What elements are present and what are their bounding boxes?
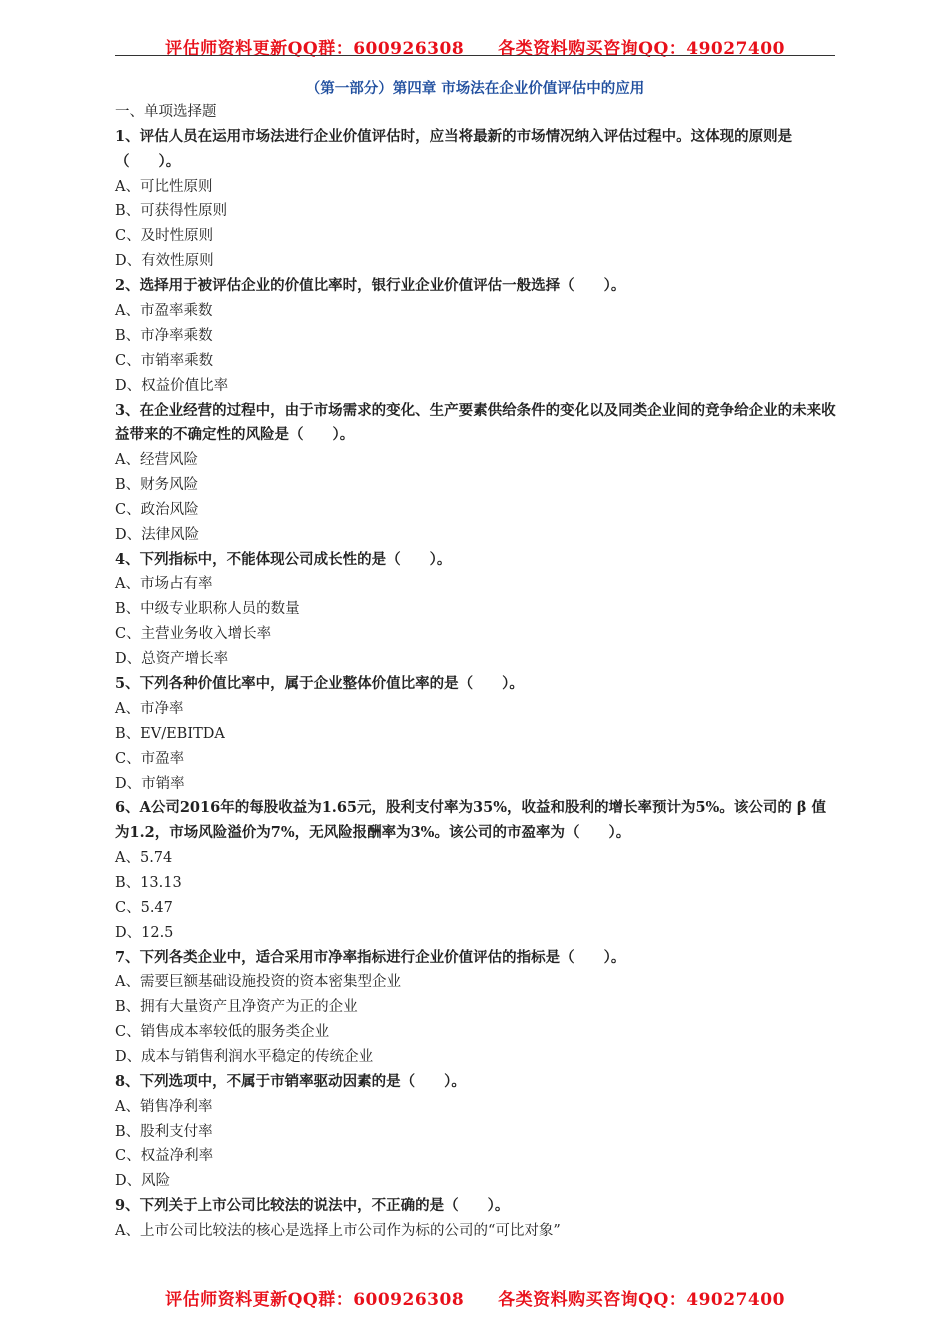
question-8: 8、下列选项中，不属于市销率驱动因素的是（ ）。: [115, 1072, 466, 1090]
option-a: A、销售净利率: [115, 1098, 213, 1115]
option-c: C、主营业务收入增长率: [115, 626, 272, 643]
option-c: C、及时性原则: [115, 228, 214, 245]
option-b: B、拥有大量资产且净资产为正的企业: [115, 999, 358, 1016]
question-list: [115, 100, 840, 1244]
page-footer: [0, 1285, 950, 1310]
option-b: B、股利支付率: [115, 1123, 213, 1140]
question-6: 6、A公司2016年的每股收益为1.65元，股利支付率为35%，收益和股利的增长率预计为5%。该公司的 β 值为1.2，市场风险溢价为7%，无风险报酬率为3%。该公司的市盈率为（ ）。: [115, 799, 827, 842]
option-b: B、中级专业职称人员的数量: [115, 601, 300, 618]
option-b: B、市净率乘数: [115, 327, 213, 344]
option-c: C、市销率乘数: [115, 352, 214, 369]
option-a: A、可比性原则: [115, 178, 213, 195]
option-a: A、5.74: [115, 849, 173, 866]
option-a: A、经营风险: [115, 452, 198, 469]
question-3: 3、在企业经营的过程中，由于市场需求的变化、生产要素供给条件的变化以及同类企业间的竞争给企业的未来收益带来的不确定性的风险是（ ）。: [115, 401, 836, 444]
option-a: A、需要巨额基础设施投资的资本密集型企业: [115, 974, 401, 991]
question-5: 5、下列各种价值比率中，属于企业整体价值比率的是（ ）。: [115, 675, 524, 693]
option-b: B、财务风险: [115, 477, 199, 493]
option-a: A、市盈率乘数: [115, 302, 213, 319]
option-b: B、13.13: [115, 874, 182, 891]
option-d: D、市销率: [115, 775, 185, 792]
question-4: 4、下列指标中，不能体现公司成长性的是（ ）。: [115, 550, 452, 568]
footer-qq-contact: 各类资料购买咨询QQ：49027400: [498, 1290, 785, 1310]
option-d: D、权益价值比率: [115, 377, 229, 394]
option-d: D、法律风险: [115, 526, 200, 543]
question-7: 7、下列各类企业中，适合采用市净率指标进行企业价值评估的指标是（ ）。: [115, 948, 626, 966]
option-d: D、总资产增长率: [115, 651, 229, 668]
option-d: D、12.5: [115, 924, 174, 941]
question-9: 9、下列关于上市公司比较法的说法中，不正确的是（ ）。: [115, 1197, 510, 1215]
option-b: B、可获得性原则: [115, 203, 228, 220]
option-c: C、5.47: [115, 899, 173, 916]
option-a: A、市场占有率: [115, 576, 213, 593]
chapter-title: （第一部分）第四章 市场法在企业价值评估中的应用: [305, 80, 645, 97]
header-qq-contact: 各类资料购买咨询QQ：49027400: [498, 39, 785, 59]
header-qq-group: 评估师资料更新QQ群：600926308: [165, 39, 465, 59]
option-c: C、市盈率: [115, 750, 185, 767]
option-c: C、销售成本率较低的服务类企业: [115, 1024, 330, 1041]
question-2: 2、选择用于被评估企业的价值比率时，银行业企业价值评估一般选择（ ）。: [115, 277, 626, 295]
option-d: D、成本与销售利润水平稳定的传统企业: [115, 1049, 374, 1066]
option-c: C、权益净利率: [115, 1148, 214, 1165]
option-a: A、上市公司比较法的核心是选择上市公司作为标的公司的“可比对象”: [115, 1223, 561, 1240]
footer-qq-group: 评估师资料更新QQ群：600926308: [165, 1290, 465, 1310]
option-d: D、风险: [115, 1173, 171, 1190]
option-a: A、市净率: [115, 700, 184, 717]
section-title: 一、单项选择题: [115, 104, 217, 120]
header-rule: [115, 55, 835, 56]
option-c: C、政治风险: [115, 501, 199, 518]
option-b: B、EV/EBITDA: [115, 725, 225, 742]
question-1: 1、评估人员在运用市场法进行企业价值评估时，应当将最新的市场情况纳入评估过程中。这体现的原则是（ ）。: [115, 128, 793, 170]
option-d: D、有效性原则: [115, 253, 214, 270]
